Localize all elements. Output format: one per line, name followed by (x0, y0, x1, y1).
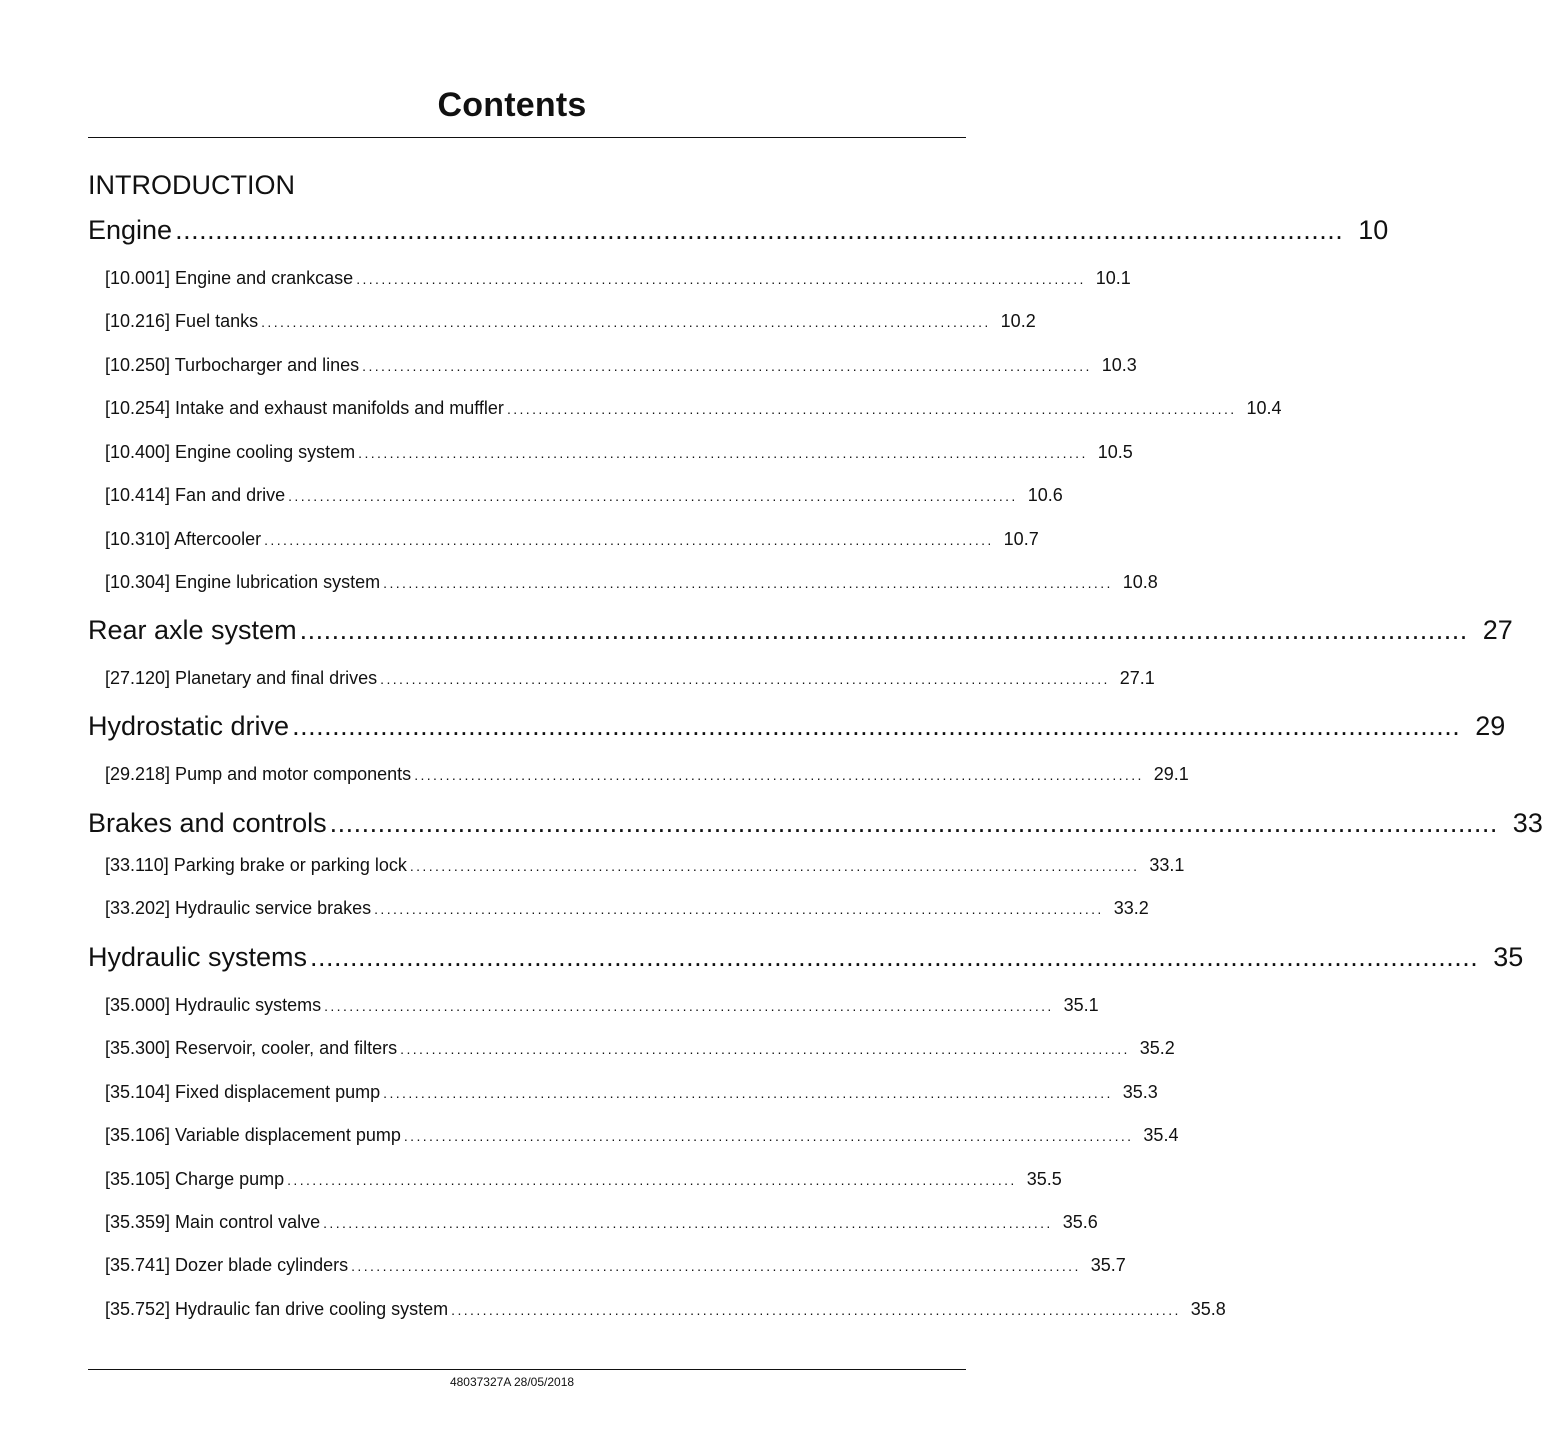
section-page: 33.2 (1113, 898, 1149, 918)
dot-leader: .................................................................................................................... (383, 1085, 1113, 1101)
toc-chapter-brakes[interactable] (88, 808, 1543, 839)
dot-leader: .................................................................................................................... (358, 445, 1088, 461)
section-page: 10.1 (1095, 268, 1131, 288)
section-page: 33.1 (1149, 855, 1185, 875)
toc-section[interactable] (105, 1038, 1175, 1059)
section-label: [35.106] Variable displacement pump (105, 1125, 401, 1145)
dot-leader: .................................................................................................................... (362, 358, 1092, 374)
section-label: [29.218] Pump and motor components (105, 764, 412, 784)
section-page: 10.4 (1246, 398, 1282, 418)
section-page: 29.1 (1153, 764, 1189, 784)
section-page: 35.1 (1063, 995, 1099, 1015)
section-label: [35.359] Main control valve (105, 1212, 321, 1232)
section-label: [35.104] Fixed displacement pump (105, 1082, 381, 1102)
dot-leader: .................................................................................................................................................. (175, 215, 1344, 245)
chapter-label: Rear axle system (88, 615, 297, 645)
dot-leader: .................................................................................................................................................. (329, 808, 1498, 838)
dot-leader: .................................................................................................................... (261, 314, 991, 330)
section-page: 10.5 (1097, 442, 1133, 462)
toc-section[interactable] (105, 1082, 1158, 1103)
section-page: 35.2 (1139, 1038, 1175, 1058)
introduction-heading: INTRODUCTION (88, 170, 295, 200)
section-label: [27.120] Planetary and final drives (105, 668, 378, 688)
section-label: [33.110] Parking brake or parking lock (105, 855, 407, 875)
chapter-label: Hydraulic systems (88, 942, 308, 972)
toc-section[interactable] (105, 1299, 1226, 1320)
dot-leader: .................................................................................................................... (403, 1128, 1134, 1144)
dot-leader: .................................................................................................................... (323, 1215, 1053, 1231)
section-label: [10.001] Engine and crankcase (105, 268, 354, 288)
dot-leader: .................................................................................................................... (264, 532, 994, 548)
chapter-page: 33 (1512, 808, 1543, 838)
toc-chapter-hydrostatic-drive[interactable] (88, 711, 1506, 742)
section-page: 35.3 (1122, 1082, 1158, 1102)
dot-leader: .................................................................................................................... (356, 271, 1086, 287)
section-label: [10.414] Fan and drive (105, 485, 286, 505)
section-label: [33.202] Hydraulic service brakes (105, 898, 372, 918)
toc-section[interactable] (105, 485, 1063, 506)
dot-leader: .................................................................................................................... (400, 1041, 1130, 1057)
section-page: 35.5 (1026, 1169, 1062, 1189)
section-page: 10.3 (1101, 355, 1137, 375)
toc-section[interactable] (105, 1255, 1126, 1276)
section-page: 10.7 (1003, 529, 1039, 549)
toc-section[interactable] (105, 668, 1155, 689)
chapter-page: 29 (1475, 711, 1506, 741)
chapter-page: 35 (1493, 942, 1524, 972)
toc-section[interactable] (105, 398, 1282, 419)
toc-chapter-rear-axle[interactable] (88, 615, 1513, 646)
dot-leader: .................................................................................................................................................. (292, 711, 1461, 741)
dot-leader: .................................................................................................................... (351, 1258, 1081, 1274)
section-label: [10.254] Intake and exhaust manifolds and muffler (105, 398, 504, 418)
section-label: [10.310] Aftercooler (105, 529, 262, 549)
toc-section[interactable] (105, 995, 1099, 1016)
page-title: Contents (437, 86, 587, 124)
dot-leader: .................................................................................................................... (288, 488, 1018, 504)
chapter-page: 27 (1482, 615, 1513, 645)
dot-leader: .................................................................................................................................................. (310, 942, 1479, 972)
dot-leader: .................................................................................................................... (414, 767, 1144, 783)
section-label: [10.250] Turbocharger and lines (105, 355, 360, 375)
toc-section[interactable] (105, 572, 1158, 593)
section-page: 35.7 (1090, 1255, 1126, 1275)
footer-doc-id: 48037327A 28/05/2018 (449, 1375, 575, 1389)
section-label: [35.741] Dozer blade cylinders (105, 1255, 349, 1275)
dot-leader: .................................................................................................................... (374, 901, 1104, 917)
section-page: 35.4 (1143, 1125, 1179, 1145)
section-label: [35.752] Hydraulic fan drive cooling system (105, 1299, 449, 1319)
section-page: 10.8 (1122, 572, 1158, 592)
toc-section[interactable] (105, 1212, 1098, 1233)
dot-leader: .................................................................................................................... (380, 671, 1110, 687)
chapter-label: Hydrostatic drive (88, 711, 290, 741)
dot-leader: .................................................................................................................... (383, 575, 1113, 591)
section-label: [35.300] Reservoir, cooler, and filters (105, 1038, 398, 1058)
section-page: 10.2 (1000, 311, 1036, 331)
title-divider (88, 137, 966, 138)
section-page: 35.6 (1062, 1212, 1098, 1232)
chapter-page: 10 (1358, 215, 1389, 245)
toc-chapter-engine[interactable] (88, 215, 1389, 246)
dot-leader: .................................................................................................................... (287, 1172, 1017, 1188)
dot-leader: .................................................................................................................... (324, 998, 1054, 1014)
toc-section[interactable] (105, 1169, 1062, 1190)
toc-section[interactable] (105, 855, 1185, 876)
toc-section[interactable] (105, 898, 1149, 919)
section-page: 27.1 (1119, 668, 1155, 688)
section-page: 10.6 (1027, 485, 1063, 505)
section-label: [35.000] Hydraulic systems (105, 995, 322, 1015)
section-label: [35.105] Charge pump (105, 1169, 285, 1189)
dot-leader: .................................................................................................................................................. (299, 615, 1468, 645)
dot-leader: .................................................................................................................... (409, 858, 1140, 874)
dot-leader: .................................................................................................................... (451, 1302, 1181, 1318)
toc-section[interactable] (105, 764, 1189, 785)
section-page: 35.8 (1190, 1299, 1226, 1319)
toc-section[interactable] (105, 529, 1039, 550)
dot-leader: .................................................................................................................... (506, 401, 1237, 417)
toc-chapter-hydraulic-systems[interactable] (88, 942, 1524, 973)
toc-section[interactable] (105, 1125, 1179, 1146)
toc-section[interactable] (105, 442, 1133, 463)
section-label: [10.216] Fuel tanks (105, 311, 259, 331)
toc-section[interactable] (105, 355, 1137, 376)
toc-section[interactable] (105, 311, 1036, 332)
section-label: [10.400] Engine cooling system (105, 442, 356, 462)
chapter-label: Brakes and controls (88, 808, 327, 838)
section-label: [10.304] Engine lubrication system (105, 572, 381, 592)
toc-section[interactable] (105, 268, 1131, 289)
footer-divider (88, 1369, 966, 1370)
chapter-label: Engine (88, 215, 173, 245)
